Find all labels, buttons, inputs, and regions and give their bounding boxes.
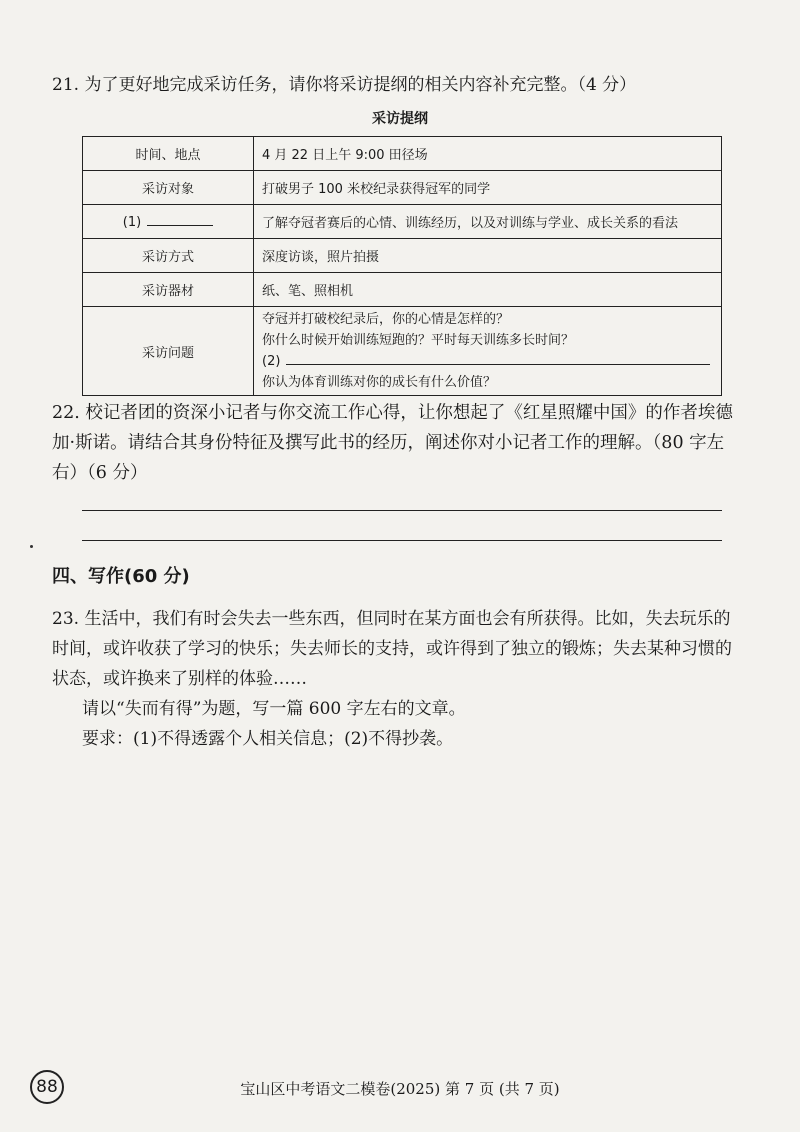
- question-list: [254, 307, 722, 396]
- page-footer: 宝山区中考语文二模卷(2025) 第 7 页 (共 7 页): [240, 1080, 560, 1098]
- row-label: 采访对象: [83, 171, 254, 205]
- table-row: [83, 239, 722, 273]
- question-22: 22. 校记者团的资深小记者与你交流工作心得，让你想起了《红星照耀中国》的作者埃德加·斯诺。请结合其身份特征及撰写此书的经历，阐述你对小记者工作的理解。（80 字左右）（6 分）: [52, 403, 733, 483]
- row-label: 采访方式: [83, 239, 254, 273]
- prompt-paragraph: 23. 生活中，我们有时会失去一些东西，但同时在某方面也会有所获得。比如，失去玩乐的时间，或许收获了学习的快乐；失去师长的支持，或许得到了独立的锻炼；失去某种习惯的状态，或许换来了别样的体验……: [52, 609, 732, 689]
- page-number-badge: 88: [30, 1070, 64, 1104]
- interview-outline-table: [82, 136, 722, 396]
- row-value: 打破男子 100 米校纪录获得冠军的同学: [254, 171, 722, 205]
- row-label: 采访器材: [83, 273, 254, 307]
- question-23: [52, 604, 742, 754]
- interview-question: 夺冠并打破校纪录后，你的心情是怎样的？: [262, 312, 510, 327]
- row-label: 采访问题: [83, 307, 254, 396]
- row-value: 纸、笔、照相机: [254, 273, 722, 307]
- table-row: [83, 205, 722, 239]
- question-21: 21. 为了更好地完成采访任务，请你将采访提纲的相关内容补充完整。（4 分）: [52, 75, 637, 95]
- stray-mark: [30, 545, 33, 548]
- interview-question: 你什么时候开始训练短跑的？平时每天训练多长时间？: [262, 333, 575, 348]
- prompt-instruction: 请以“失而有得”为题，写一篇 600 字左右的文章。: [82, 699, 466, 719]
- row-value: 深度访谈，照片拍摄: [254, 239, 722, 273]
- prompt-requirements: 要求：(1)不得透露个人相关信息；(2)不得抄袭。: [82, 729, 454, 749]
- table-title: 采访提纲: [372, 111, 428, 127]
- table-row: [83, 273, 722, 307]
- table-row: [83, 171, 722, 205]
- answer-line[interactable]: [82, 540, 722, 541]
- answer-blank-2[interactable]: [286, 352, 710, 365]
- blank-number: (1): [122, 215, 142, 230]
- interview-question: 你认为体育训练对你的成长有什么价值？: [262, 375, 497, 390]
- row-label: 时间、地点: [83, 137, 254, 171]
- table-row: [83, 307, 722, 396]
- row-value: 了解夺冠者赛后的心情、训练经历，以及对训练与学业、成长关系的看法: [254, 205, 722, 239]
- answer-blank-1[interactable]: [147, 213, 213, 226]
- blank-number: (2): [262, 354, 281, 369]
- interview-question-blank: [262, 351, 713, 372]
- section-heading: 四、写作(60 分): [52, 566, 190, 587]
- row-label-blank: [83, 205, 254, 239]
- row-value: 4 月 22 日上午 9:00 田径场: [254, 137, 722, 171]
- answer-line[interactable]: [82, 510, 722, 511]
- table-row: [83, 137, 722, 171]
